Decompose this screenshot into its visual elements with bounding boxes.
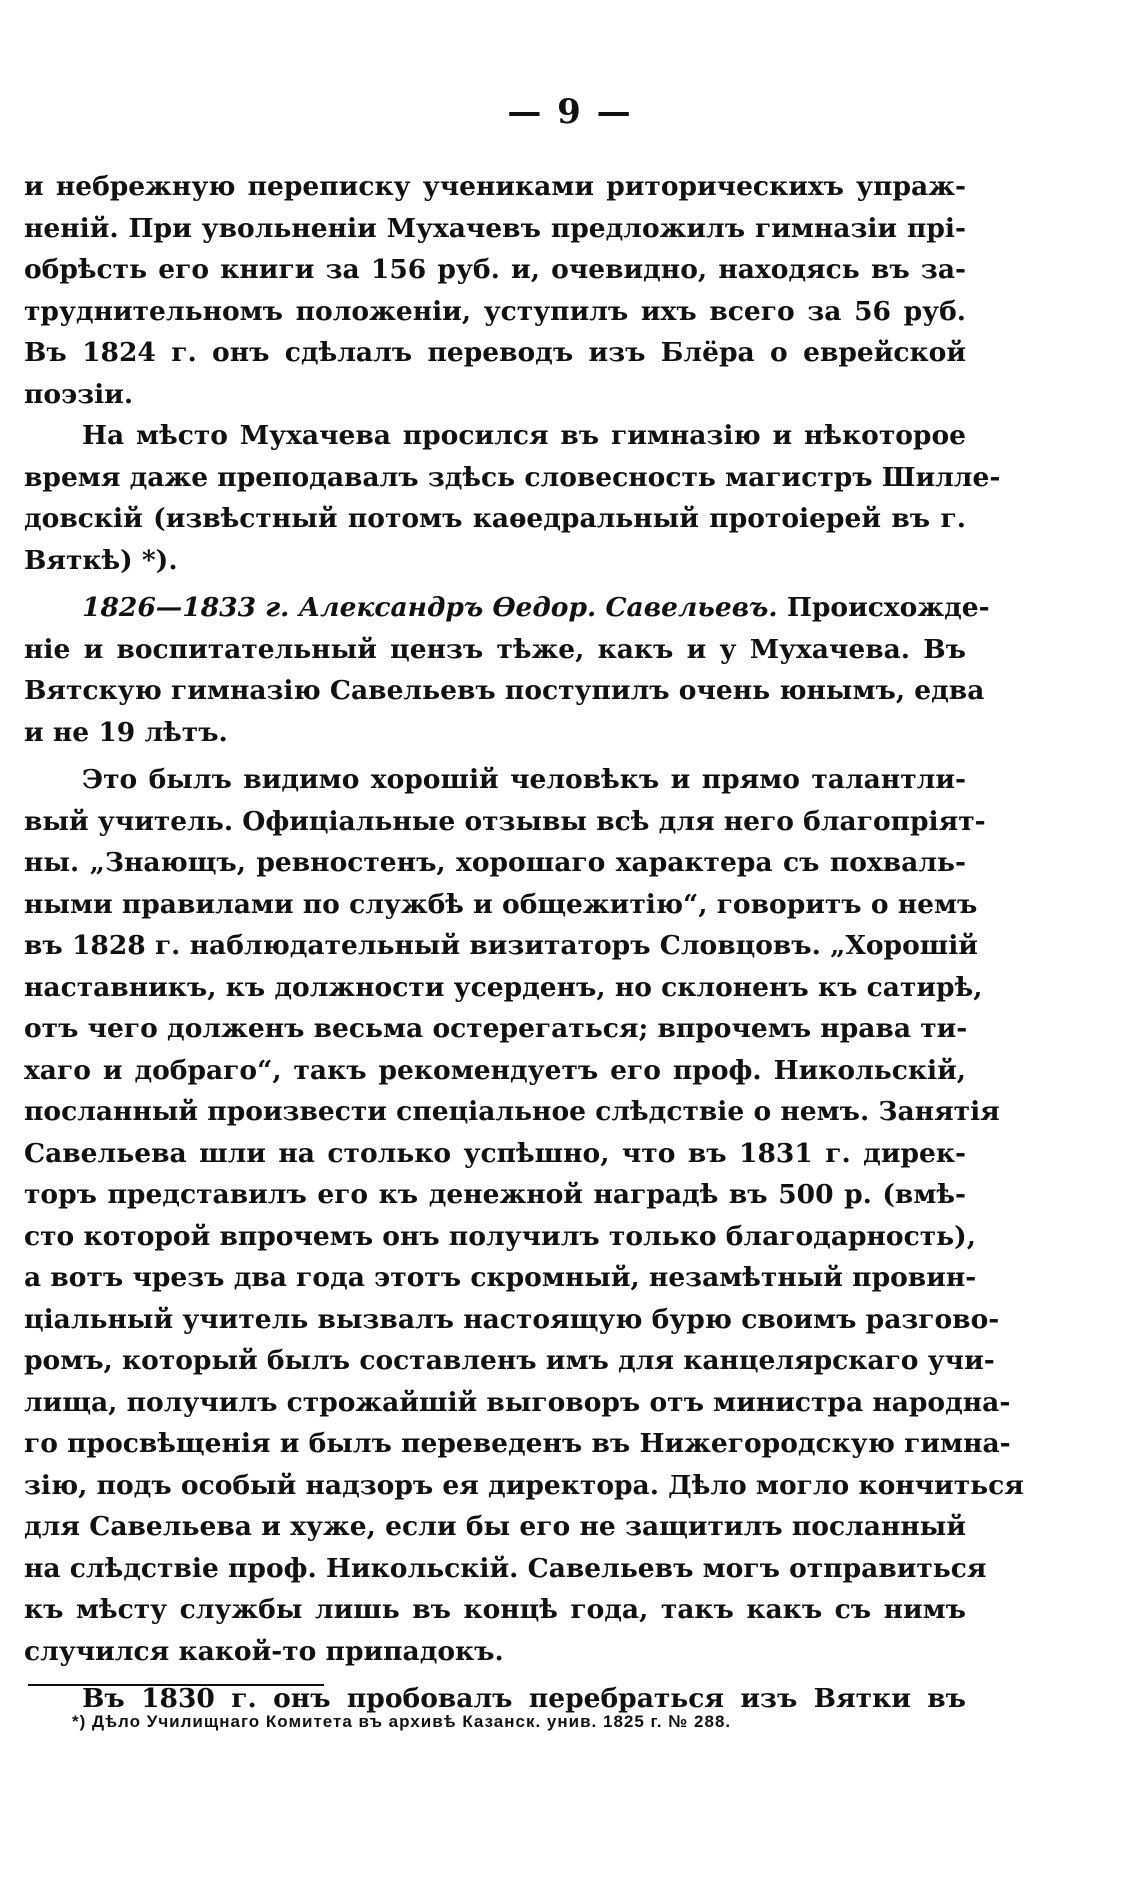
text-line: отъ чего долженъ весьма остерегаться; впрочемъ нрава ти- — [24, 1013, 968, 1044]
section-heading-line — [24, 587, 990, 629]
text-line: въ 1828 г. наблюдательный визитаторъ Словцовъ. „Хорошій — [24, 930, 978, 961]
text-line: Вяткѣ) *). — [24, 544, 178, 576]
page-number-header: — 9 — — [507, 92, 633, 132]
teacher-heading: 1826—1833 г. Александръ Ѳедор. Савельевъ. — [82, 592, 778, 623]
text-line: неній. При увольненіи Мухачевъ предложилъ гимназіи прі- — [24, 212, 966, 244]
text-line: наставникъ, къ должности усерденъ, но склоненъ къ сатирѣ, — [24, 971, 983, 1003]
text-line: труднительномъ положеніи, уступилъ ихъ всего за 56 руб. — [24, 295, 966, 327]
text-line: время даже преподавалъ здѣсь словесность магистръ Шилле- — [24, 461, 1001, 493]
text-line: ными правилами по службѣ и общежитію“, говоритъ о немъ — [24, 888, 978, 920]
text-line: посланный произвести спеціальное слѣдствіе о немъ. Занятія — [24, 1096, 1000, 1127]
text-line: случился какой-то припадокъ. — [24, 1635, 504, 1667]
text-line: Въ 1824 г. онъ сдѣлалъ переводъ изъ Блёра о еврейской — [24, 337, 966, 368]
text-line: зію, подъ особый надзоръ ея директора. Дѣло могло кончиться — [24, 1469, 1024, 1501]
text-line: ціальный учитель вызвалъ настоящую бурю своимъ разгово- — [24, 1303, 1000, 1335]
text-line: къ мѣсту службы лишь въ концѣ года, такъ какъ съ нимъ — [24, 1594, 966, 1625]
text-line: Вятскую гимназію Савельевъ поступилъ очень юнымъ, едва — [24, 675, 985, 706]
body-text — [24, 166, 1024, 1720]
text-line: Въ 1830 г. онъ пробовалъ перебраться изъ Вятки въ — [82, 1683, 966, 1714]
text-line: Савельева шли на столько успѣшно, что въ 1831 г. дирек- — [24, 1137, 966, 1169]
footnote: *) Дѣло Училищнаго Комитета въ архивѣ Казанск. унив. 1825 г. № 288. — [72, 1712, 732, 1731]
text-line: ны. „Знающъ, ревностенъ, хорошаго характера съ похваль- — [24, 847, 966, 878]
text-line: и не 19 лѣтъ. — [24, 716, 228, 748]
text-line: лища, получилъ строжайшій выговоръ отъ министра народна- — [24, 1386, 1011, 1418]
text-line: обрѣсть его книги за 156 руб. и, очевидно, находясь въ за- — [24, 254, 966, 285]
text-line: поэзіи. — [24, 378, 134, 410]
text-line: ніе и воспитательный цензъ тѣже, какъ и у Мухачева. Въ — [24, 633, 966, 665]
text-line: а вотъ чрезъ два года этотъ скромный, незамѣтный провин- — [24, 1262, 977, 1293]
text-line: для Савельева и хуже, если бы его не защитилъ посланный — [24, 1511, 966, 1542]
text-line: вый учитель. Офиціальные отзывы всѣ для него благопріят- — [24, 805, 986, 837]
text-line: На мѣсто Мухачева просился въ гимназію и нѣкоторое — [82, 420, 966, 451]
text-line: и небрежную переписку учениками риторическихъ упраж- — [24, 171, 966, 202]
footnote-divider — [28, 1684, 324, 1686]
text-line: го просвѣщенія и былъ переведенъ въ Нижегородскую гимна- — [24, 1428, 1011, 1459]
text-line: хаго и добраго“, такъ рекомендуетъ его проф. Никольскій, — [24, 1054, 966, 1086]
text-line: на слѣдствіе проф. Никольскій. Савельевъ могъ отправиться — [24, 1552, 987, 1584]
text-line: довскій (извѣстный потомъ каѳедральный протоіерей въ г. — [24, 503, 966, 534]
text-fragment: Происхожде- — [786, 592, 990, 623]
text-line: ромъ, который былъ составленъ имъ для канцелярскаго учи- — [24, 1345, 995, 1376]
text-line: сто которой впрочемъ онъ получилъ только благодарность), — [24, 1220, 976, 1252]
text-line: Это былъ видимо хорошій человѣкъ и прямо талантли- — [82, 764, 966, 795]
text-line: торъ представилъ его къ денежной наградѣ въ 500 р. (вмѣ- — [24, 1179, 966, 1210]
